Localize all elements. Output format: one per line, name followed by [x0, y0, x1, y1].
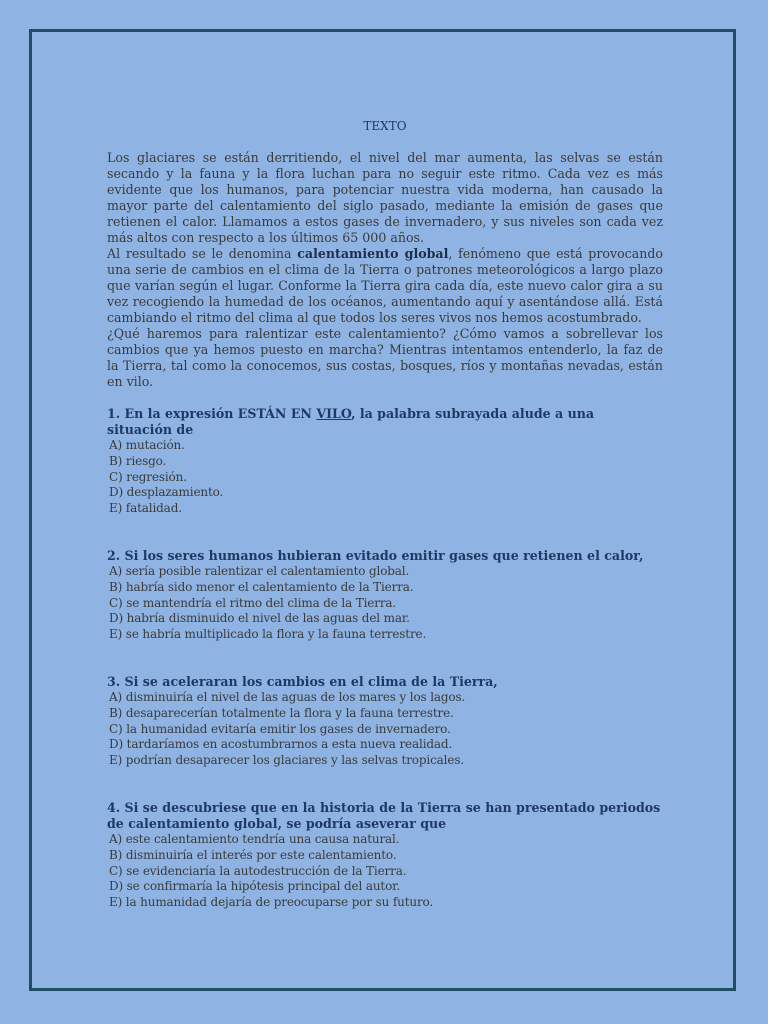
option-b[interactable]: B) habría sido menor el calentamiento de la Tierra. [109, 579, 414, 594]
question-1-stem-start: 1. En la expresión ESTÁN EN [107, 406, 317, 421]
option-d[interactable]: D) habría disminuido el nivel de las aguas del mar. [109, 611, 410, 626]
question-2-stem: 2. Si los seres humanos hubieran evitado emitir gases que retienen el calor, [107, 547, 644, 563]
option-d[interactable]: D) tardaríamos en acostumbrarnos a esta nueva realidad. [109, 737, 453, 752]
paragraph-1: Los glaciares se están derritiendo, el nivel del mar aumenta, las selvas se están secando y la fauna y la flora luchan para no seguir este ritmo. Cada vez es más evidente que los humanos, para potenciar nuestra vida moderna, han causado la mayor parte del calentamiento del siglo pasado, mediante la emisión de gases que retienen el calor. Llamamos a estos gases de invernadero, y sus niveles son cada vez más altos con respecto a los últimos 65 000 años. [107, 150, 663, 245]
question-2-options [107, 564, 663, 643]
question-1 [107, 406, 663, 517]
question-2 [107, 548, 663, 643]
option-d[interactable]: D) desplazamiento. [109, 485, 224, 500]
question-4-stem: 4. Si se descubriese que en la historia de la Tierra se han presentado periodos de calentamiento global, se podría aseverar que [107, 799, 661, 831]
option-e[interactable]: E) podrían desaparecer los glaciares y las selvas tropicales. [109, 753, 464, 768]
option-a[interactable]: A) este calentamiento tendría una causa natural. [109, 831, 400, 846]
option-a[interactable]: A) mutación. [109, 438, 185, 452]
option-d[interactable]: D) se confirmaría la hipótesis principal del autor. [109, 879, 401, 894]
question-3 [107, 674, 663, 769]
question-3-stem: 3. Si se aceleraran los cambios en el clima de la Tierra, [107, 673, 498, 689]
option-b[interactable]: B) riesgo. [109, 453, 167, 468]
paragraph-2-keyword: calentamiento global [297, 246, 449, 261]
paragraph-2 [107, 246, 663, 326]
question-1-options [107, 438, 663, 517]
question-3-options [107, 690, 663, 769]
option-c[interactable]: C) se evidenciaría la autodestrucción de la Tierra. [109, 863, 407, 878]
option-e[interactable]: E) la humanidad dejaría de preocuparse por su futuro. [109, 895, 434, 910]
option-a[interactable]: A) disminuiría el nivel de las aguas de los mares y los lagos. [109, 689, 466, 704]
question-4 [107, 800, 663, 911]
option-c[interactable]: C) la humanidad evitaría emitir los gases de invernadero. [109, 721, 451, 736]
option-c[interactable]: C) se mantendría el ritmo del clima de la Tierra. [109, 595, 397, 610]
document-body [107, 118, 663, 911]
option-e[interactable]: E) se habría multiplicado la flora y la fauna terrestre. [109, 627, 427, 642]
option-b[interactable]: B) disminuiría el interés por este calentamiento. [109, 847, 397, 862]
paragraph-3: ¿Qué haremos para ralentizar este calentamiento? ¿Cómo vamos a sobrellevar los cambios que ya hemos puesto en marcha? Mientras intentamos entenderlo, la faz de la Tierra, tal como la conocemos, sus costas, bosques, ríos y montañas nevadas, están en vilo. [107, 326, 663, 389]
option-b[interactable]: B) desaparecerían totalmente la flora y la fauna terrestre. [109, 705, 454, 720]
option-a[interactable]: A) sería posible ralentizar el calentamiento global. [109, 563, 410, 578]
question-1-stem-end: , la palabra subrayada alude a una situación de [107, 406, 595, 437]
document-title: TEXTO [363, 119, 407, 133]
question-4-options [107, 832, 663, 911]
paragraph-2-start: Al resultado se le denomina [107, 246, 298, 261]
option-e[interactable]: E) fatalidad. [109, 501, 182, 516]
paragraph-2-end: , fenómeno que está provocando una serie de cambios en el clima de la Tierra o patrones meteorológicos a largo plazo que varían según el lugar. Conforme la Tierra gira cada día, este nuevo calor gira a su vez recogiendo la humedad de los océanos, aumentando aquí y asentándose allá. Está cambiando el ritmo del clima al que todos los seres vivos nos hemos acostumbrado. [107, 246, 663, 325]
option-c[interactable]: C) regresión. [109, 469, 187, 484]
question-1-underlined-word: VILO [316, 406, 352, 421]
question-1-stem [107, 406, 663, 438]
